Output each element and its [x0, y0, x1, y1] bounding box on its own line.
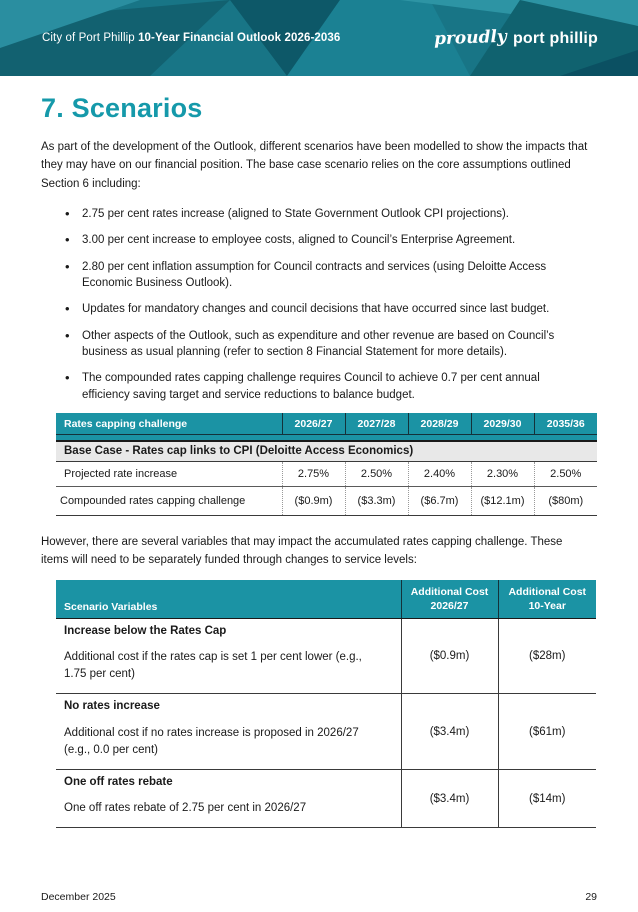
scenario-cell: [56, 694, 401, 770]
table-header-row: [56, 580, 596, 619]
cell-value: ($3.4m): [401, 694, 498, 770]
bullet-item: • 2.80 per cent inflation assumption for Council contracts and services (using Deloitte Access Economic Business Outlook).: [65, 259, 577, 292]
document-title-prefix: City of Port Phillip: [42, 32, 135, 44]
page-footer: [41, 891, 597, 903]
cell-value: 2.75%: [282, 461, 345, 486]
column-header: [498, 580, 596, 619]
bullet-item: • Other aspects of the Outlook, such as expenditure and other revenue are based on Council’s business as usual planning (refer to section 8 Financial Statement for more details).: [65, 328, 577, 361]
column-header: [401, 580, 498, 619]
scenario-variables-table: [56, 580, 596, 829]
table-header-row: [56, 413, 597, 435]
page-content: [0, 93, 638, 828]
scenario-title: Increase below the Rates Cap: [64, 624, 227, 637]
column-header: 2027/28: [345, 413, 408, 435]
footer-date: December 2025: [41, 891, 116, 903]
cell-value: ($3.3m): [345, 486, 408, 515]
cell-value: ($0.9m): [282, 486, 345, 515]
column-header: 2026/27: [282, 413, 345, 435]
document-title: [42, 32, 340, 44]
cell-value: ($14m): [498, 770, 596, 828]
column-header-line: Additional Cost: [410, 585, 489, 598]
column-header-line: Additional Cost: [508, 585, 587, 598]
scenario-cell: [56, 618, 401, 694]
column-header: Scenario Variables: [56, 580, 401, 619]
scenario-cell: [56, 770, 401, 828]
column-header-line: 2026/27: [430, 599, 469, 612]
variables-paragraph: However, there are several variables that may impact the accumulated rates capping challenge. These items will need to be separately funded through changes to service levels:: [41, 535, 563, 567]
column-header: Rates capping challenge: [56, 413, 282, 435]
scenario-description: Additional cost if no rates increase is proposed in 2026/27 (e.g., 0.0 per cent): [64, 726, 359, 756]
logo-script-text: proudly: [433, 26, 508, 50]
banner-content: [0, 0, 638, 76]
logo-bold-text: port phillip: [512, 30, 598, 47]
document-title-bold: 10-Year Financial Outlook 2026-2036: [138, 32, 341, 44]
table-row: [56, 618, 596, 694]
page-header-banner: [0, 0, 638, 76]
table-row: [56, 486, 597, 515]
column-header: 2028/29: [408, 413, 471, 435]
column-header: 2029/30: [471, 413, 534, 435]
port-phillip-logo: [434, 28, 598, 48]
column-header-line: 10-Year: [528, 599, 566, 612]
footer-page-number: 29: [585, 891, 597, 903]
table-row: [56, 461, 597, 486]
section-heading: 7. Scenarios: [41, 93, 203, 123]
cell-value: 2.40%: [408, 461, 471, 486]
column-header: 2035/36: [534, 413, 597, 435]
cell-value: 2.50%: [345, 461, 408, 486]
scenario-description: One off rates rebate of 2.75 per cent in 2026/27: [64, 802, 307, 815]
scenario-title: One off rates rebate: [64, 776, 173, 789]
intro-paragraph: As part of the development of the Outlook, different scenarios have been modelled to show the impacts that they may have on our financial position. The base case scenario relies on the core assumptions outlined Section 6 including:: [41, 141, 588, 190]
table-row: [56, 770, 596, 828]
bullet-item: • 2.75 per cent rates increase (aligned to State Government Outlook CPI projections).: [65, 206, 577, 223]
row-label: Projected rate increase: [56, 461, 282, 486]
cell-value: 2.30%: [471, 461, 534, 486]
table-row: [56, 694, 596, 770]
cell-value: ($28m): [498, 618, 596, 694]
cell-value: ($0.9m): [401, 618, 498, 694]
cell-value: ($80m): [534, 486, 597, 515]
bullet-item: • Updates for mandatory changes and council decisions that have occurred since last budget.: [65, 301, 577, 318]
bullet-item: • The compounded rates capping challenge requires Council to achieve 0.7 per cent annual efficiency saving target and service reductions to balance budget.: [65, 370, 577, 403]
assumptions-bullet-list: [41, 206, 597, 404]
scenario-description: Additional cost if the rates cap is set 1 per cent lower (e.g., 1.75 per cent): [64, 650, 362, 681]
table-subheader-row: [56, 441, 597, 462]
bullet-item: • 3.00 per cent increase to employee costs, aligned to Council’s Enterprise Agreement.: [65, 232, 577, 249]
scenario-title: No rates increase: [64, 700, 160, 713]
cell-value: ($3.4m): [401, 770, 498, 828]
rates-capping-table: [56, 413, 597, 516]
subheader-label: Base Case - Rates cap links to CPI (Deloitte Access Economics): [56, 441, 597, 462]
cell-value: ($61m): [498, 694, 596, 770]
cell-value: ($12.1m): [471, 486, 534, 515]
cell-value: 2.50%: [534, 461, 597, 486]
cell-value: ($6.7m): [408, 486, 471, 515]
row-label: Compounded rates capping challenge: [56, 486, 282, 515]
